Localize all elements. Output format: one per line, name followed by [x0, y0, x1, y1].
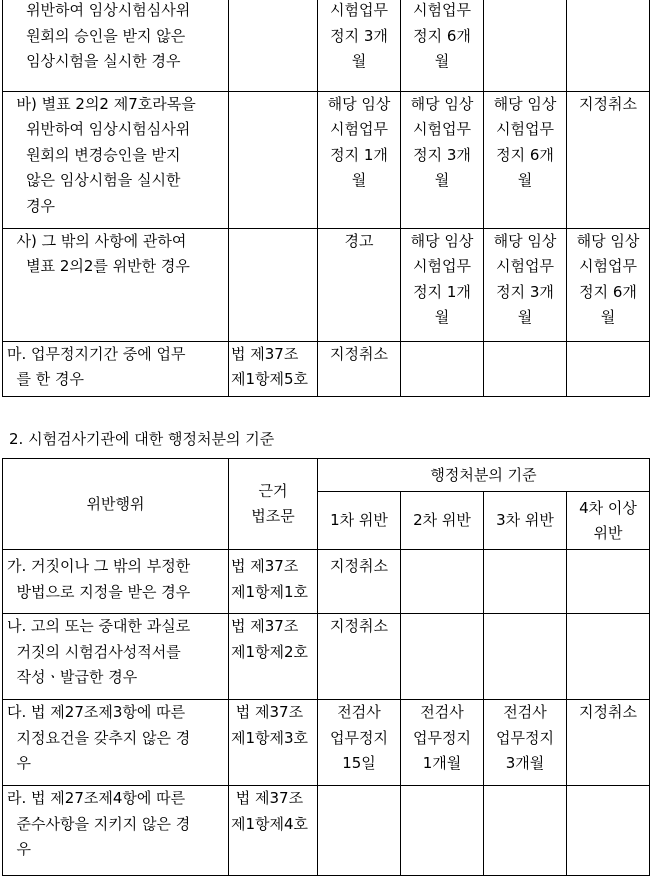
penalty-3rd-cell: [484, 91, 567, 228]
cell-text-line: 준수사항을 지키지 않은 경: [7, 814, 191, 833]
cell-text-line: 시험업무: [579, 257, 637, 275]
header-violation: 위반행위: [3, 459, 229, 550]
cell-text-line: 위반하여 임상시험심사위: [7, 1, 191, 19]
cell-text-line: 전검사: [420, 703, 464, 721]
penalty-4th-cell: [567, 614, 650, 700]
violation-cell: [3, 786, 229, 876]
cell-text-line: 지정취소: [579, 94, 637, 113]
penalty-1st-cell: [318, 550, 401, 614]
cell-text-line: 정지 3개: [413, 145, 471, 164]
cell-text-line: 해당 임상: [410, 231, 474, 250]
cell-text-line: 제1항제2호: [231, 642, 309, 661]
table-row: [3, 91, 650, 228]
header-2nd-violation: 2차 위반: [401, 492, 484, 550]
cell-text-line: 거짓의 시험검사성적서를: [7, 642, 181, 661]
penalty-4th-cell: [567, 228, 650, 341]
cell-text-line: 제1항제1호: [231, 582, 309, 601]
cell-text-line: 다. 법 제27조제3항에 따른: [7, 703, 186, 721]
cell-text-line: 라. 법 제27조제4항에 따른: [7, 789, 186, 807]
cell-text-line: 시험업무: [413, 257, 471, 275]
cell-text-line: 방법으로 지정을 받은 경우: [7, 582, 191, 601]
cell-text-line: 해당 임상: [410, 94, 474, 113]
penalty-2nd-cell: [401, 786, 484, 876]
table-row: [3, 341, 650, 396]
cell-text-line: 제1항제5호: [231, 370, 309, 388]
cell-text-line: 경우: [7, 196, 56, 215]
penalty-3rd-cell: [484, 614, 567, 700]
violation-cell: [3, 228, 229, 341]
cell-text-line: 해당 임상: [493, 231, 557, 250]
violation-cell: [3, 91, 229, 228]
cell-text-line: 바) 별표 2의2 제7호라목을: [7, 94, 196, 113]
penalty-1st-cell: [318, 786, 401, 876]
cell-text-line: 위반하여 임상시험심사위: [7, 120, 191, 138]
cell-text-line: 해당 임상: [493, 94, 557, 113]
table-row: [3, 228, 650, 341]
cell-text-line: 업무정지: [413, 728, 471, 747]
cell-text-line: 임상시험을 실시한 경우: [7, 52, 181, 70]
legal-basis-cell: [229, 0, 318, 91]
cell-text-line: 정지 1개: [330, 145, 388, 164]
cell-text-line: 별표 2의2를 위반한 경우: [7, 257, 190, 275]
cell-text-line: 시험업무: [330, 120, 388, 138]
cell-text-line: 경고: [344, 231, 374, 250]
cell-text-line: 월: [600, 308, 616, 326]
cell-text-line: 정지 6개: [413, 26, 471, 45]
table-row: [3, 614, 650, 700]
cell-text-line: 월: [517, 171, 533, 189]
cell-text-line: 정지 1개: [413, 282, 471, 301]
penalty-1st-cell: [318, 0, 401, 91]
cell-text-line: 시험업무: [413, 1, 471, 19]
cell-text-line: 시험업무: [496, 120, 554, 138]
table-row: [3, 700, 650, 786]
penalty-3rd-cell: [484, 550, 567, 614]
penalty-4th-cell: [567, 700, 650, 786]
table-row: [3, 786, 650, 876]
penalty-2nd-cell: [401, 700, 484, 786]
penalty-1st-cell: [318, 91, 401, 228]
penalty-1st-cell: [318, 700, 401, 786]
cell-text-line: 정지 3개: [496, 282, 554, 301]
penalty-2nd-cell: [401, 228, 484, 341]
cell-text-line: 법 제37조: [231, 789, 304, 807]
cell-text-line: 우: [7, 754, 32, 772]
penalty-2nd-cell: [401, 550, 484, 614]
penalty-2nd-cell: [401, 614, 484, 700]
violation-cell: [3, 341, 229, 396]
violation-cell: [3, 550, 229, 614]
header-3rd-violation: 3차 위반: [484, 492, 567, 550]
cell-text-line: 해당 임상: [576, 231, 640, 250]
cell-text-line: 정지 6개: [496, 145, 554, 164]
table-row: [3, 0, 650, 91]
legal-basis-cell: [229, 700, 318, 786]
cell-text-line: 전검사: [503, 703, 547, 721]
cell-text-line: 업무정지: [330, 728, 388, 747]
cell-text-line: 지정취소: [579, 703, 637, 721]
cell-text-line: 지정요건을 갖추지 않은 경: [7, 728, 191, 747]
cell-text-line: 제1항제4호: [231, 814, 309, 833]
header-legal-basis: 근거 법조문: [229, 459, 318, 550]
header-1st-violation: 1차 위반: [318, 492, 401, 550]
cell-text-line: 지정취소: [330, 617, 388, 635]
cell-text-line: 지정취소: [330, 557, 388, 575]
cell-text-line: 지정취소: [330, 344, 388, 363]
cell-text-line: 작성ㆍ발급한 경우: [7, 668, 138, 686]
cell-text-line: 월: [351, 52, 367, 70]
penalty-4th-cell: [567, 0, 650, 91]
cell-text-line: 월: [351, 171, 367, 189]
cell-text-line: 제1항제3호: [231, 728, 309, 747]
cell-text-line: 월: [434, 52, 450, 70]
penalty-table-1: [2, 0, 650, 397]
cell-text-line: 1개월: [422, 754, 462, 772]
penalty-2nd-cell: [401, 341, 484, 396]
legal-basis-cell: [229, 786, 318, 876]
penalty-2nd-cell: [401, 91, 484, 228]
violation-cell: [3, 0, 229, 91]
penalty-1st-cell: [318, 341, 401, 396]
cell-text-line: 원회의 변경승인을 받지: [7, 145, 181, 164]
cell-text-line: 않은 임상시험을 실시한: [7, 171, 181, 189]
cell-text-line: 월: [434, 171, 450, 189]
cell-text-line: 해당 임상: [327, 94, 391, 113]
penalty-4th-cell: [567, 91, 650, 228]
cell-text-line: 나. 고의 또는 중대한 과실로: [7, 617, 191, 635]
legal-basis-cell: [229, 91, 318, 228]
penalty-4th-cell: [567, 341, 650, 396]
cell-text-line: 월: [517, 308, 533, 326]
penalty-table-2: [2, 458, 650, 876]
cell-text-line: 정지 3개: [330, 26, 388, 45]
cell-text-line: 업무정지: [496, 728, 554, 747]
cell-text-line: 사) 그 밖의 사항에 관하여: [7, 231, 187, 250]
header-penalty-standard: 행정처분의 기준: [318, 459, 650, 492]
penalty-1st-cell: [318, 614, 401, 700]
legal-basis-cell: [229, 228, 318, 341]
penalty-3rd-cell: [484, 228, 567, 341]
penalty-4th-cell: [567, 786, 650, 876]
cell-text-line: 원회의 승인을 받지 않은: [7, 26, 186, 45]
cell-text-line: 법 제37조: [231, 703, 304, 721]
penalty-4th-cell: [567, 550, 650, 614]
cell-text-line: 시험업무: [496, 257, 554, 275]
cell-text-line: 법 제37조: [231, 344, 299, 363]
cell-text-line: 가. 거짓이나 그 밖의 부정한: [7, 557, 191, 575]
header-row: [3, 459, 650, 492]
cell-text-line: 시험업무: [413, 120, 471, 138]
cell-text-line: 시험업무: [330, 1, 388, 19]
legal-basis-cell: [229, 341, 318, 396]
header-4th-violation: 4차 이상 위반: [567, 492, 650, 550]
table-row: [3, 550, 650, 614]
penalty-3rd-cell: [484, 0, 567, 91]
penalty-3rd-cell: [484, 700, 567, 786]
penalty-3rd-cell: [484, 341, 567, 396]
penalty-3rd-cell: [484, 786, 567, 876]
cell-text-line: 월: [434, 308, 450, 326]
cell-text-line: 우: [7, 840, 32, 858]
cell-text-line: 법 제37조: [231, 617, 299, 635]
cell-text-line: 15일: [342, 754, 376, 772]
cell-text-line: 3개월: [505, 754, 545, 772]
violation-cell: [3, 700, 229, 786]
section-heading: 2. 시험검사기관에 대한 행정처분의 기준: [9, 430, 275, 448]
violation-cell: [3, 614, 229, 700]
cell-text-line: 전검사: [337, 703, 381, 721]
penalty-1st-cell: [318, 228, 401, 341]
legal-basis-cell: [229, 614, 318, 700]
cell-text-line: 법 제37조: [231, 557, 299, 575]
penalty-2nd-cell: [401, 0, 484, 91]
legal-basis-cell: [229, 550, 318, 614]
cell-text-line: 정지 6개: [579, 282, 637, 301]
cell-text-line: 마. 업무정지기간 중에 업무: [7, 344, 186, 363]
cell-text-line: 를 한 경우: [7, 370, 85, 388]
